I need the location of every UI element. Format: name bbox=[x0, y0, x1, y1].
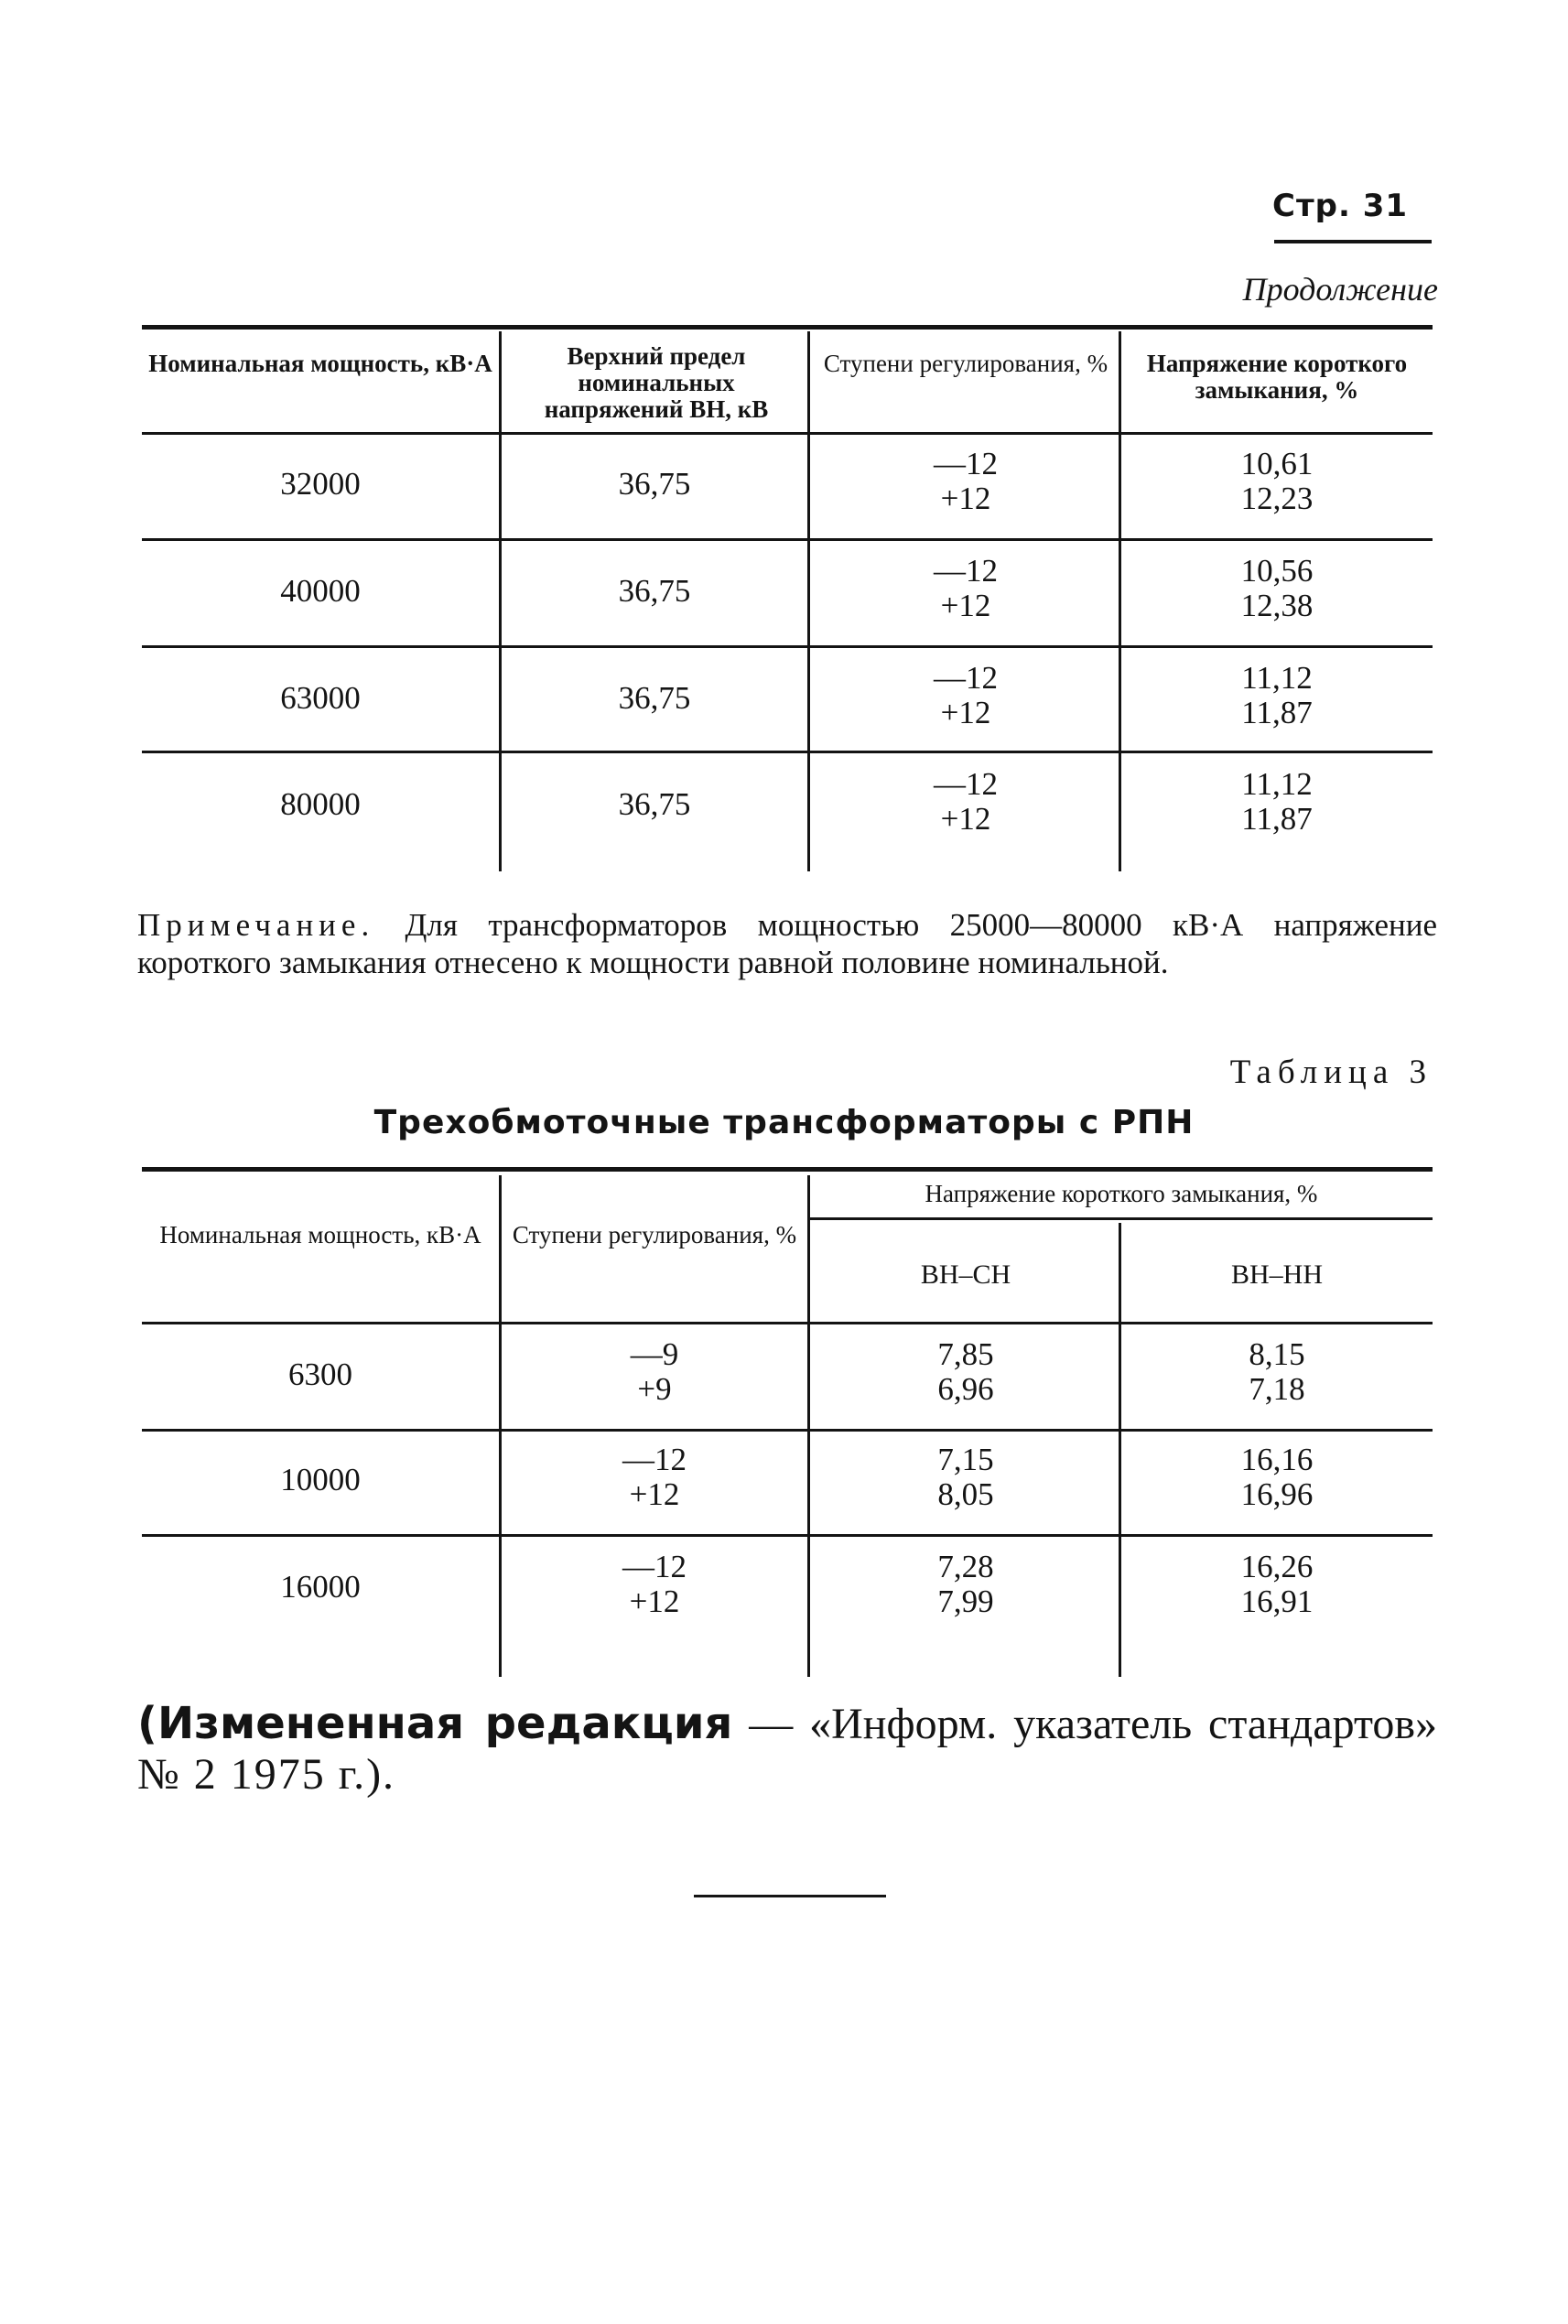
cell-short-circuit: 11,12 bbox=[1241, 660, 1313, 696]
cell-step-minus: —12 bbox=[934, 660, 998, 696]
cell-power: 40000 bbox=[280, 573, 361, 609]
cell-step-plus: +12 bbox=[940, 695, 991, 730]
cell-vn-sn: 6,96 bbox=[937, 1371, 994, 1407]
table-title: Трехобмоточные трансформаторы с РПН bbox=[373, 1104, 1195, 1141]
note-text: Для трансформаторов мощностью 25000—80000 кВ·А напряжение короткого замыкания отнесено к мощности равной половине номинальной. bbox=[137, 907, 1437, 980]
table-top-rule bbox=[142, 325, 1433, 330]
cell-step-plus: +12 bbox=[629, 1476, 680, 1512]
header-power: Номинальная мощность, кВ·А bbox=[159, 1221, 481, 1248]
cell-upper-voltage: 36,75 bbox=[618, 786, 691, 822]
edition-note-bold: (Измененная редакция bbox=[137, 1698, 733, 1749]
cell-step-plus: +12 bbox=[629, 1584, 680, 1619]
column-divider bbox=[807, 1175, 810, 1677]
row-separator bbox=[142, 1429, 1433, 1432]
column-divider bbox=[499, 1175, 502, 1677]
cell-step-minus: —12 bbox=[934, 553, 998, 589]
cell-vn-nn: 8,15 bbox=[1249, 1336, 1305, 1372]
table-number: Таблица 3 bbox=[1229, 1054, 1433, 1091]
header-short-circuit-group: Напряжение короткого замыкания, % bbox=[925, 1180, 1318, 1207]
subheader-rule bbox=[810, 1217, 1433, 1220]
end-rule bbox=[694, 1895, 886, 1897]
cell-vn-nn: 16,16 bbox=[1240, 1442, 1314, 1477]
cell-vn-nn: 7,18 bbox=[1249, 1371, 1305, 1407]
cell-step-plus: +12 bbox=[940, 481, 991, 516]
table-top-rule bbox=[142, 1167, 1433, 1172]
header-steps: Ступени регулирования, % bbox=[823, 350, 1108, 377]
cell-vn-sn: 7,28 bbox=[937, 1549, 994, 1584]
page-number-underline bbox=[1274, 240, 1432, 243]
header-vn-nn: ВН–НН bbox=[1230, 1259, 1323, 1290]
cell-vn-sn: 7,85 bbox=[937, 1336, 994, 1372]
header-short-circuit: Напряжение короткого замыкания, % bbox=[1146, 350, 1408, 404]
note-label: Примечание. bbox=[137, 907, 375, 943]
cell-step-minus: —12 bbox=[934, 446, 998, 481]
cell-short-circuit: 12,38 bbox=[1240, 588, 1314, 623]
cell-short-circuit: 11,87 bbox=[1241, 695, 1313, 730]
row-separator bbox=[142, 538, 1433, 541]
page-number: Стр. 31 bbox=[1272, 188, 1409, 224]
cell-step-minus: —12 bbox=[622, 1549, 687, 1584]
edition-note bbox=[137, 1698, 1437, 1750]
cell-power: 63000 bbox=[280, 680, 361, 716]
edition-note-rest: — «Информ. указатель стандартов» bbox=[749, 1700, 1437, 1748]
table-header-rule bbox=[142, 432, 1433, 435]
edition-note-line2: № 2 1975 г.). bbox=[137, 1750, 396, 1799]
header-vn-sn: ВН–СН bbox=[920, 1259, 1011, 1290]
row-separator bbox=[142, 645, 1433, 648]
cell-power: 10000 bbox=[280, 1462, 361, 1497]
cell-short-circuit: 11,12 bbox=[1241, 766, 1313, 802]
cell-short-circuit: 10,61 bbox=[1240, 446, 1314, 481]
row-separator bbox=[142, 1534, 1433, 1537]
cell-upper-voltage: 36,75 bbox=[618, 573, 691, 609]
row-separator bbox=[142, 751, 1433, 753]
cell-power: 32000 bbox=[280, 466, 361, 502]
cell-vn-nn: 16,91 bbox=[1240, 1584, 1314, 1619]
cell-vn-nn: 16,26 bbox=[1240, 1549, 1314, 1584]
cell-step-plus: +12 bbox=[940, 588, 991, 623]
column-divider bbox=[1119, 331, 1121, 871]
cell-step-minus: —12 bbox=[934, 766, 998, 802]
cell-upper-voltage: 36,75 bbox=[618, 466, 691, 502]
cell-step-minus: —12 bbox=[622, 1442, 687, 1477]
cell-vn-sn: 7,15 bbox=[937, 1442, 994, 1477]
column-divider bbox=[1119, 1223, 1121, 1677]
cell-power: 80000 bbox=[280, 786, 361, 822]
continuation-label: Продолжение bbox=[1242, 271, 1438, 308]
cell-short-circuit: 12,23 bbox=[1240, 481, 1314, 516]
column-divider bbox=[807, 331, 810, 871]
cell-power: 16000 bbox=[280, 1569, 361, 1605]
header-power: Номинальная мощность, кВ·А bbox=[148, 350, 492, 377]
column-divider bbox=[499, 331, 502, 871]
header-upper-voltage: Верхний предел номинальных напряжений ВН, кВ bbox=[544, 342, 769, 423]
cell-step-plus: +12 bbox=[940, 801, 991, 837]
cell-vn-nn: 16,96 bbox=[1240, 1476, 1314, 1512]
cell-step-minus: —9 bbox=[630, 1336, 679, 1372]
cell-vn-sn: 8,05 bbox=[937, 1476, 994, 1512]
table-note bbox=[137, 906, 1437, 981]
cell-vn-sn: 7,99 bbox=[937, 1584, 994, 1619]
cell-short-circuit: 11,87 bbox=[1241, 801, 1313, 837]
cell-power: 6300 bbox=[288, 1357, 352, 1392]
header-steps: Ступени регулирования, % bbox=[512, 1221, 797, 1248]
table-header-rule bbox=[142, 1322, 1433, 1324]
cell-short-circuit: 10,56 bbox=[1240, 553, 1314, 589]
cell-upper-voltage: 36,75 bbox=[618, 680, 691, 716]
cell-step-plus: +9 bbox=[637, 1371, 672, 1407]
